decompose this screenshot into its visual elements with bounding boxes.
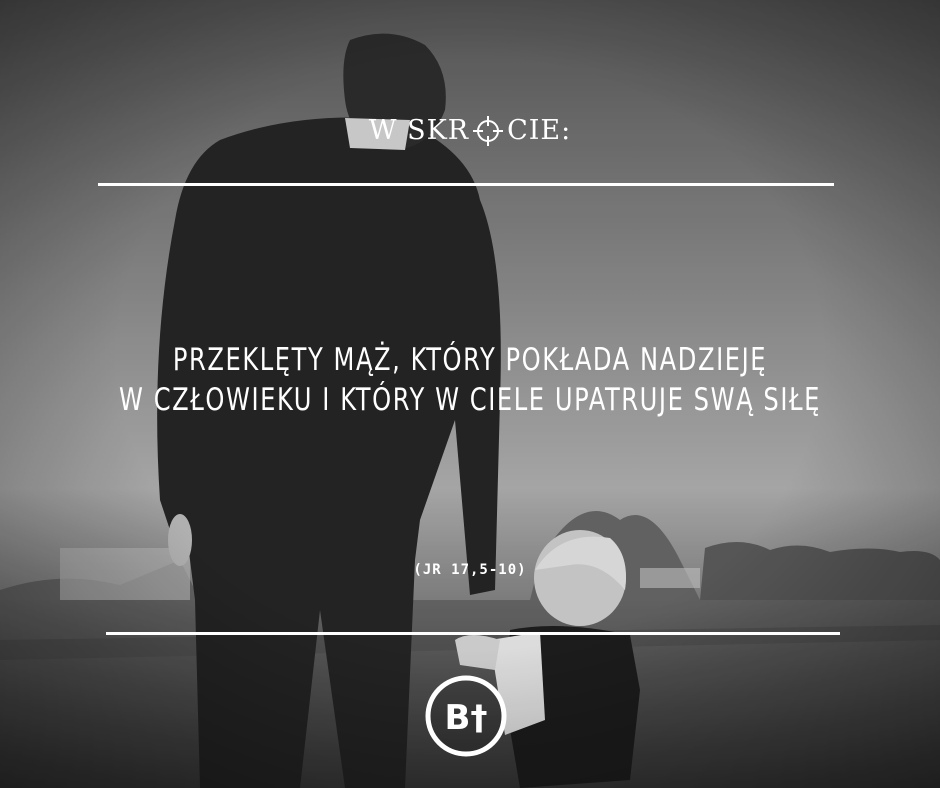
header-suffix: CIE: (507, 114, 572, 146)
header-prefix: W SKR (368, 114, 470, 146)
crosshair-icon (471, 114, 505, 148)
divider-bottom (106, 632, 840, 635)
bt-logo-icon (423, 673, 509, 759)
divider-top (98, 183, 834, 186)
header-title (0, 112, 940, 149)
quote-line-1: PRZEKLĘTY MĄŻ, KTÓRY POKŁADA NADZIEJĘ (172, 342, 768, 378)
quote-line-2: W CZŁOWIEKU I KTÓRY W CIELE UPATRUJE SWĄ SIŁĘ (119, 382, 822, 418)
logo-text: B† (444, 698, 488, 738)
quote-text (103, 340, 836, 420)
bible-reference: (JR 17,5-10) (413, 562, 527, 578)
